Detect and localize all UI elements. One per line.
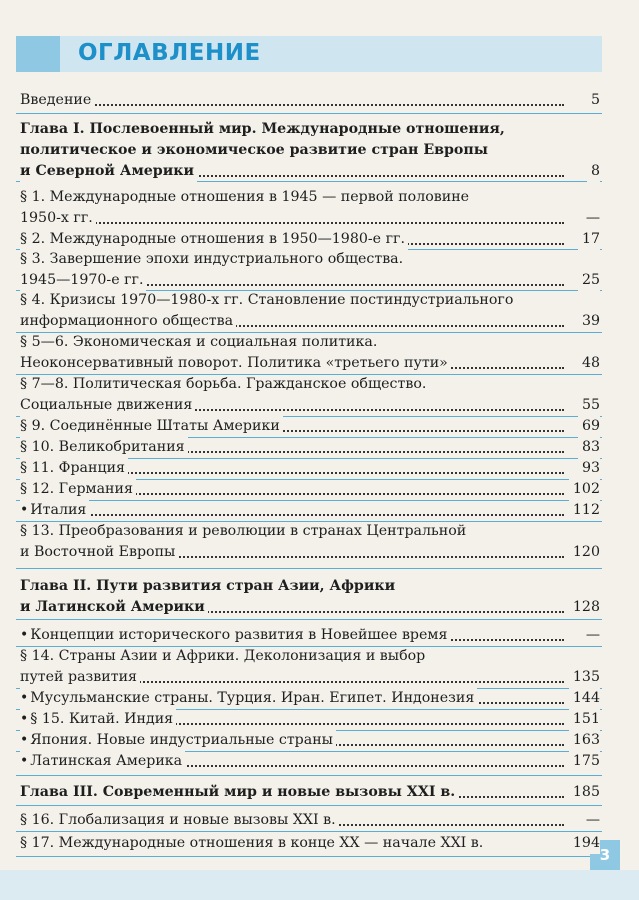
bullet-icon: • [20, 627, 29, 643]
dot-leader [20, 514, 564, 516]
bullet-icon: • [20, 732, 29, 748]
toc-entry[interactable]: • Латинская Америка 175 [20, 750, 600, 772]
bullet-icon: • [20, 690, 29, 706]
toc-entry[interactable]: и Восточной Европы 120 [20, 541, 600, 563]
toc-page-number: 93 [578, 457, 600, 479]
toc-page-number: 175 [569, 750, 600, 772]
toc-entry[interactable]: Неоконсервативный поворот. Политика «третьего пути» 48 [20, 352, 600, 374]
separator-line [16, 856, 602, 857]
separator-line [16, 775, 602, 776]
toc-entry[interactable]: 1945—1970-е гг. 25 [20, 269, 600, 291]
toc-page-number: 144 [569, 687, 600, 709]
toc-entry[interactable]: • Мусульманские страны. Турция. Иран. Египет. Индонезия 144 [20, 687, 600, 709]
bullet-icon: • [20, 753, 29, 769]
separator-line [16, 646, 602, 647]
dot-leader [20, 222, 564, 224]
chapter-1-heading-line-3[interactable]: и Северной Америки 8 [20, 160, 600, 182]
toc-entry[interactable]: § 12. Германия 102 [20, 478, 600, 500]
toc-page-number: 102 [569, 478, 600, 500]
footer-band [0, 870, 639, 900]
toc-entry[interactable]: путей развития 135 [20, 666, 600, 688]
toc-entry[interactable]: Социальные движения 55 [20, 394, 600, 416]
toc-entry[interactable]: § 13. Преобразования и революции в странах Центральной [20, 523, 467, 539]
toc-page-number: 69 [578, 415, 600, 437]
chapter-2-heading-line-2[interactable]: и Латинской Америки 128 [20, 596, 600, 618]
chapter-1-heading-line-2[interactable]: политическое и экономическое развитие стран Европы [20, 142, 488, 158]
toc-page-number: 17 [578, 228, 600, 250]
toc-entry[interactable]: § 2. Международные отношения в 1950—1980-е гг. 17 [20, 228, 600, 250]
toc-entry[interactable]: 1950-х гг. — [20, 207, 600, 229]
toc-page-number: 163 [569, 729, 600, 751]
toc-page-number: — [582, 207, 600, 229]
separator-line [16, 332, 602, 333]
toc-page-number: 128 [569, 596, 600, 618]
toc-page-number: 55 [578, 394, 600, 416]
separator-line [16, 619, 602, 620]
toc-entry[interactable]: § 5—6. Экономическая и социальная политика. [20, 334, 378, 350]
separator-line [16, 374, 602, 375]
toc-page-number: 120 [569, 541, 600, 563]
chapter-1-heading-line-1[interactable]: Глава I. Послевоенный мир. Международные отношения, [20, 121, 505, 137]
toc-entry[interactable]: • Концепции исторического развития в Новейшее время — [20, 624, 600, 646]
toc-page-number: 112 [569, 499, 600, 521]
separator-line [16, 831, 602, 832]
toc-entry[interactable]: § 1. Международные отношения в 1945 — первой половине [20, 189, 470, 205]
separator-line [16, 521, 602, 522]
chapter-3-heading[interactable]: Глава III. Современный мир и новые вызовы XXI в. 185 [20, 781, 600, 803]
separator-line [16, 568, 602, 569]
toc-entry[interactable]: § 17. Международные отношения в конце XX — начале XXI в. 194 [20, 832, 600, 854]
toc-entry[interactable]: § 9. Соединённые Штаты Америки 69 [20, 415, 600, 437]
chapter-2-heading-line-1[interactable]: Глава II. Пути развития стран Азии, Африки [20, 578, 396, 594]
toc-page-number: 25 [578, 269, 600, 291]
separator-line [16, 805, 602, 806]
toc-page-number: 151 [569, 708, 600, 730]
toc-page-number: 8 [587, 160, 600, 182]
toc-entry[interactable]: § 14. Страны Азии и Африки. Деколонизация и выбор [20, 648, 426, 664]
toc-entry[interactable]: § 3. Завершение эпохи индустриального общества. [20, 251, 404, 267]
dot-leader [20, 104, 564, 106]
toc-page-number: — [582, 809, 600, 831]
toc-page-number: 5 [587, 89, 600, 111]
separator-line [16, 500, 602, 501]
toc-entry-title: Введение [20, 89, 94, 111]
toc-page-number: 48 [578, 352, 600, 374]
toc-page-number: 39 [578, 310, 600, 332]
toc-entry[interactable]: § 4. Кризисы 1970—1980-х гг. Становление постиндустриального [20, 292, 514, 308]
toc-page-number: 83 [578, 436, 600, 458]
toc-page-number: 185 [569, 781, 600, 803]
page-title: ОГЛАВЛЕНИЕ [78, 40, 261, 66]
toc-entry[interactable]: • § 15. Китай. Индия 151 [20, 708, 600, 730]
toc-entry[interactable]: информационного общества 39 [20, 310, 600, 332]
page-number-badge: 3 [590, 840, 620, 870]
bullet-icon: • [20, 711, 29, 727]
toc-entry[interactable]: § 10. Великобритания 83 [20, 436, 600, 458]
toc-page-number: — [582, 624, 600, 646]
toc-page-number: 135 [569, 666, 600, 688]
bullet-icon: • [20, 502, 29, 518]
separator-line [16, 113, 602, 114]
toc-entry[interactable]: • Япония. Новые индустриальные страны 163 [20, 729, 600, 751]
toc-entry[interactable]: § 11. Франция 93 [20, 457, 600, 479]
toc-entry[interactable]: § 7—8. Политическая борьба. Гражданское общество. [20, 376, 427, 392]
toc-page-number: 194 [569, 832, 600, 854]
table-of-contents [20, 0, 600, 900]
toc-entry[interactable]: § 16. Глобализация и новые вызовы XXI в. — [20, 809, 600, 831]
toc-entry[interactable]: • Италия 112 [20, 499, 600, 521]
toc-entry-intro[interactable] [20, 89, 600, 111]
